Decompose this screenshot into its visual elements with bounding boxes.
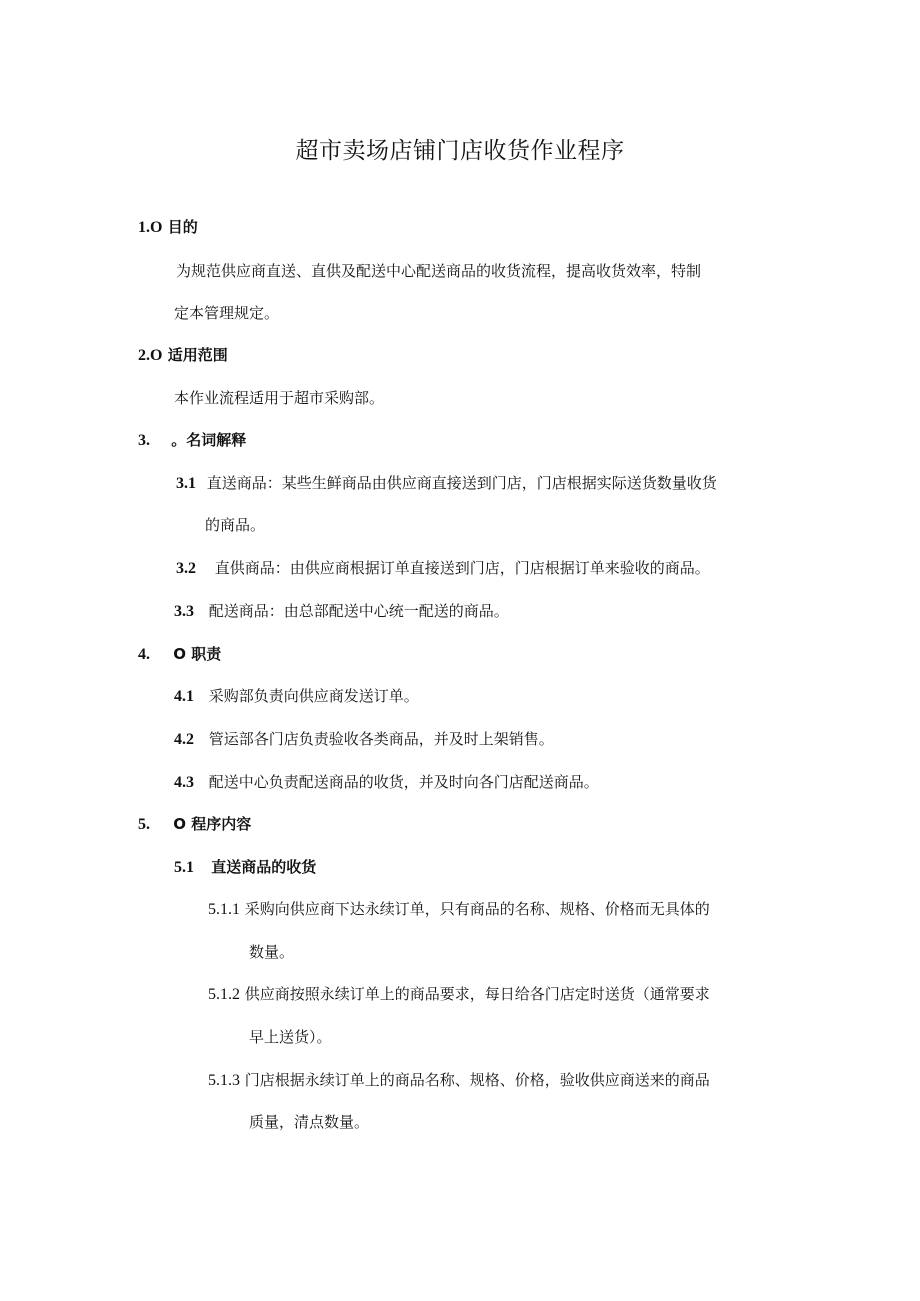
subsection-5-1-heading: [174, 856, 316, 879]
item-number: 5.1.1: [208, 901, 240, 918]
section-title: 。名词解释: [171, 431, 247, 449]
item-text: 供应商按照永续订单上的商品要求，每日给各门店定时送货（通常要求: [244, 985, 710, 1003]
item-number: 4.2: [174, 731, 194, 748]
item-text: 直供商品：由供应商根据订单直接送到门店，门店根据订单来验收的商品。: [214, 559, 710, 577]
section-1-heading: [138, 216, 198, 239]
section-1-paragraph-line-1: 为规范供应商直送、直供及配送中心配送商品的收货流程，提高收货效率，特制: [176, 262, 702, 280]
section-3-heading: [138, 429, 246, 452]
item-text: 采购部负责向供应商发送订单。: [208, 687, 419, 705]
section-title: O 职责: [173, 645, 222, 663]
item-text: 配送中心负责配送商品的收货，并及时向各门店配送商品。: [208, 773, 599, 791]
item-number: 5.1.2: [208, 986, 240, 1003]
item-text: 管运部各门店负责验收各类商品，并及时上架销售。: [208, 730, 554, 748]
item-3-2: [176, 557, 710, 580]
section-2-heading: [138, 344, 228, 367]
section-4-heading: [138, 643, 221, 666]
section-title: 目的: [167, 218, 198, 236]
item-text: 门店根据永续订单上的商品名称、规格、价格，验收供应商送来的商品: [244, 1071, 710, 1089]
item-number: 3.1: [176, 475, 196, 492]
section-number: 1.O: [138, 219, 163, 236]
section-title: 适用范围: [167, 346, 228, 364]
item-3-1: [176, 472, 717, 495]
item-4-1: [174, 685, 419, 708]
item-text: 直送商品的收货: [211, 858, 317, 876]
item-number: 4.1: [174, 688, 194, 705]
item-5-1-2: [208, 983, 710, 1006]
item-3-3: [174, 600, 509, 623]
section-1-paragraph-line-2: 定本管理规定。: [174, 304, 280, 322]
item-number: 3.2: [176, 560, 196, 577]
section-number: 2.O: [138, 347, 163, 364]
section-5-heading: [138, 813, 251, 836]
item-number: 3.3: [174, 603, 194, 620]
item-5-1-2-continuation: 早上送货）。: [249, 1028, 332, 1046]
item-number: 5.1.3: [208, 1072, 240, 1089]
item-5-1-1-continuation: 数量。: [249, 943, 295, 961]
item-5-1-1: [208, 898, 710, 921]
item-5-1-3: [208, 1069, 710, 1092]
section-2-paragraph: 本作业流程适用于超市采购部。: [174, 389, 385, 407]
section-number: 4.: [138, 646, 150, 663]
section-number: 5.: [138, 816, 150, 833]
item-4-2: [174, 728, 554, 751]
item-3-1-continuation: 的商品。: [205, 516, 266, 534]
item-text: 配送商品：由总部配送中心统一配送的商品。: [208, 602, 509, 620]
item-5-1-3-continuation: 质量，清点数量。: [249, 1113, 370, 1131]
section-number: 3.: [138, 432, 150, 449]
section-title: O 程序内容: [173, 815, 252, 833]
item-number: 4.3: [174, 774, 194, 791]
page-title: 超市卖场店铺门店收货作业程序: [295, 138, 625, 164]
item-text: 采购向供应商下达永续订单，只有商品的名称、规格、价格而无具体的: [244, 900, 710, 918]
item-number: 5.1: [174, 859, 194, 876]
item-text: 直送商品：某些生鲜商品由供应商直接送到门店，门店根据实际送货数量收货: [206, 474, 717, 492]
item-4-3: [174, 771, 599, 794]
